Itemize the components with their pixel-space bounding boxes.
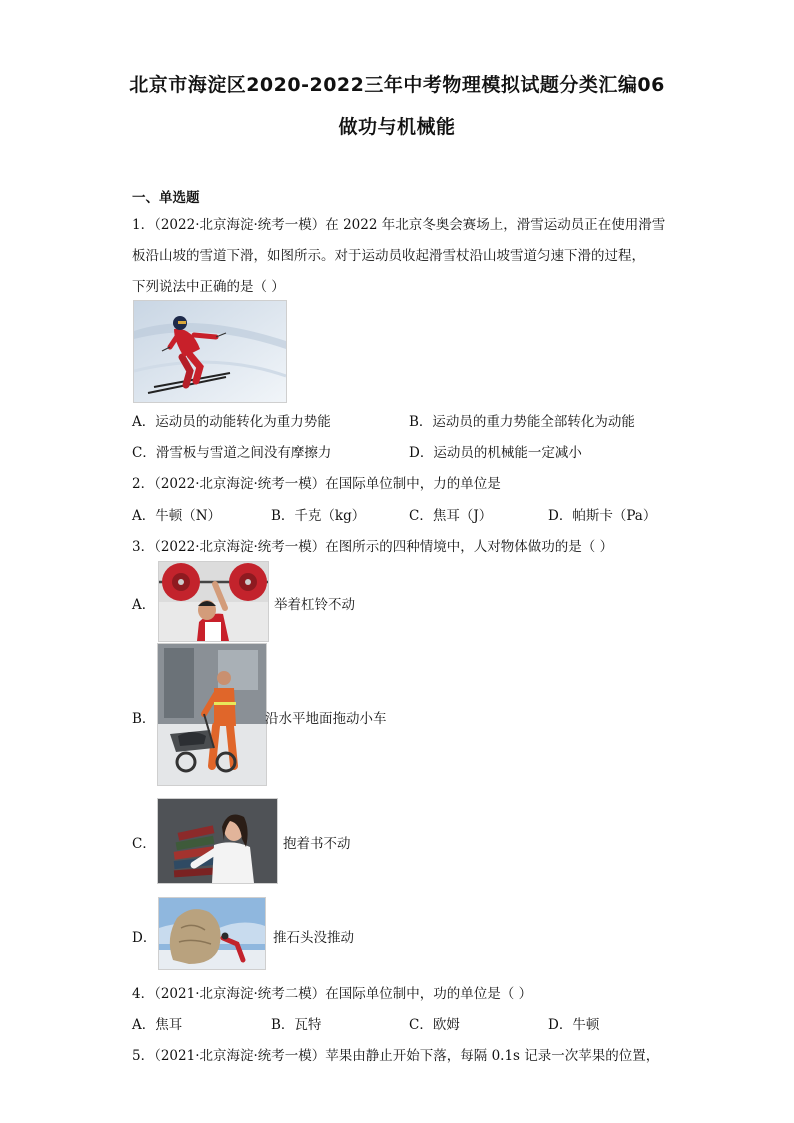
skier-image	[133, 300, 287, 403]
q2-option-a[interactable]: A．牛顿（N）	[132, 508, 222, 524]
q3-option-c-caption: 抱着书不动	[283, 836, 351, 852]
q5-text: 5．（2021·北京海淀·统考一模）苹果由静止开始下落，每隔 0.1s 记录一次苹果的位置，	[132, 1048, 660, 1064]
pushing-rock-image	[158, 897, 266, 970]
q3-text: 3．（2022·北京海淀·统考一模）在图所示的四种情境中，人对物体做功的是（ ）	[132, 539, 614, 555]
q3-option-a-label[interactable]: A．	[132, 597, 156, 613]
q2-option-d[interactable]: D．帕斯卡（Pa）	[548, 508, 657, 524]
q1-option-c[interactable]: C．滑雪板与雪道之间没有摩擦力	[132, 445, 332, 461]
worker-cart-image	[157, 643, 267, 786]
q2-text: 2．（2022·北京海淀·统考一模）在国际单位制中，力的单位是	[132, 476, 501, 492]
q4-text: 4．（2021·北京海淀·统考二模）在国际单位制中，功的单位是（ ）	[132, 986, 533, 1002]
q3-option-d-label[interactable]: D．	[132, 930, 157, 946]
section-heading: 一、单选题	[132, 190, 200, 206]
q4-option-b[interactable]: B．瓦特	[271, 1017, 322, 1033]
q1-option-b[interactable]: B．运动员的重力势能全部转化为动能	[409, 414, 635, 430]
q3-option-a-caption: 举着杠铃不动	[274, 597, 355, 613]
q2-option-c[interactable]: C．焦耳（J）	[409, 508, 493, 524]
q4-option-a[interactable]: A．焦耳	[132, 1017, 183, 1033]
q1-option-d[interactable]: D．运动员的机械能一定减小	[409, 445, 582, 461]
q2-option-b[interactable]: B．千克（kg）	[271, 508, 366, 524]
q3-option-b-label[interactable]: B．	[132, 711, 156, 727]
q3-option-b-caption: 沿水平地面拖动小车	[265, 711, 387, 727]
doc-title-line1: 北京市海淀区2020-2022三年中考物理模拟试题分类汇编06	[129, 74, 665, 96]
q1-text-line3: 下列说法中正确的是（ ）	[132, 279, 285, 295]
q1-option-a[interactable]: A．运动员的动能转化为重力势能	[132, 414, 331, 430]
q3-option-c-label[interactable]: C．	[132, 836, 156, 852]
q1-text-line1: 1．（2022·北京海淀·统考一模）在 2022 年北京冬奥会赛场上，滑雪运动员正在使用滑雪	[132, 217, 666, 233]
q1-text-line2: 板沿山坡的雪道下滑，如图所示。对于运动员收起滑雪杖沿山坡雪道匀速下滑的过程，	[132, 248, 645, 264]
woman-books-image	[157, 798, 278, 884]
q4-option-d[interactable]: D．牛顿	[548, 1017, 600, 1033]
q4-option-c[interactable]: C．欧姆	[409, 1017, 460, 1033]
q3-option-d-caption: 推石头没推动	[273, 930, 354, 946]
doc-title-line2: 做功与机械能	[338, 116, 456, 138]
weightlifter-image	[158, 561, 269, 642]
